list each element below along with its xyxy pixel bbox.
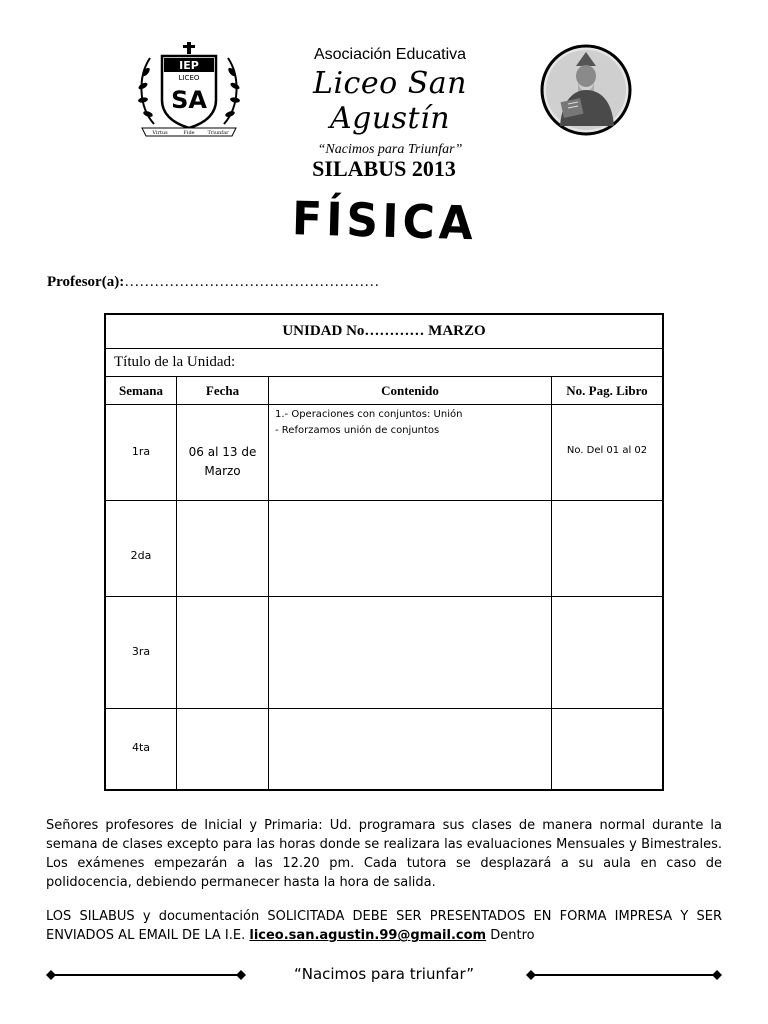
- unit-title-label: Título de la Unidad:: [114, 354, 236, 370]
- association-name: Asociación Educativa: [313, 46, 467, 63]
- content-cell: [269, 405, 552, 500]
- letterhead: [130, 40, 640, 157]
- subject-title: FÍSICA: [290, 192, 478, 251]
- saint-portrait-image: [540, 44, 632, 136]
- week-label: 1ra: [131, 445, 151, 458]
- teacher-line: [47, 274, 379, 291]
- week-label: 2da: [130, 549, 152, 562]
- school-crest-logo: [134, 42, 244, 138]
- week-cell: [106, 597, 177, 708]
- svg-text:Triunfar: Triunfar: [207, 130, 229, 136]
- date-cell: [177, 597, 269, 708]
- content-cell: [269, 597, 552, 708]
- date-cell: [177, 501, 269, 596]
- header-motto: “Nacimos para Triunfar”: [317, 142, 463, 157]
- unit-heading: UNIDAD No………… MARZO: [282, 323, 486, 339]
- week-cell: [106, 709, 177, 789]
- week-label: 4ta: [131, 741, 151, 754]
- pages-cell: [552, 709, 662, 789]
- content-list: [275, 407, 462, 439]
- school-heading: [260, 46, 520, 158]
- pages-cell: [552, 597, 662, 708]
- column-header-date: Fecha: [177, 377, 269, 404]
- table-row: [106, 405, 662, 501]
- content-line: - Reforzamos unión de conjuntos: [275, 425, 440, 436]
- column-header-pages: No. Pag. Libro: [566, 382, 648, 398]
- svg-text:LICEO: LICEO: [178, 74, 200, 82]
- svg-text:Fide: Fide: [183, 130, 195, 136]
- svg-text:IEP: IEP: [179, 59, 199, 72]
- svg-text:SA: SA: [171, 86, 207, 114]
- table-row: [106, 597, 662, 709]
- content-line: 1.- Operaciones con conjuntos: Unión: [275, 409, 463, 420]
- week-label: 3ra: [131, 645, 151, 658]
- column-header-content: Contenido: [269, 377, 552, 404]
- email-link[interactable]: liceo.san.agustin.99@gmail.com: [249, 928, 487, 943]
- unit-title-row: [106, 349, 662, 377]
- teacher-label: Profesor(a):: [47, 274, 125, 290]
- submission-paragraph: [46, 907, 722, 945]
- date-cell: [177, 709, 269, 789]
- unit-heading-row: [106, 315, 662, 349]
- week-cell: [106, 405, 177, 500]
- pages-cell: [552, 501, 662, 596]
- teacher-blank: ……………………………………………: [124, 274, 380, 290]
- svg-text:Virtus: Virtus: [152, 130, 168, 136]
- submission-text-end: Dentro: [490, 928, 535, 943]
- content-cell: [269, 501, 552, 596]
- column-header-week: Semana: [106, 377, 177, 404]
- notes-paragraph: Señores profesores de Inicial y Primaria: Ud. programara sus clases de manera normal durante la semana de clases excepto para las horas donde se realizara las evaluaciones Mensuales y Bimestrales. Los exámenes empezarán a las 12.20 pm. Cada tutora se desplazará a su aula en caso de polidocencia, debiendo permanecer hasta la hora de salida.: [46, 818, 722, 890]
- subject-wordart: [0, 192, 768, 251]
- pages-cell: [552, 405, 662, 500]
- table-header-row: [106, 377, 662, 405]
- week-cell: [106, 501, 177, 596]
- school-name: Liceo San Agustín: [313, 66, 467, 136]
- table-row: [106, 709, 662, 789]
- content-cell: [269, 709, 552, 789]
- syllabus-table: [104, 313, 664, 791]
- footer: [46, 962, 722, 988]
- date-cell: [177, 405, 269, 500]
- document-title: SILABUS 2013: [312, 156, 456, 181]
- date-label: 06 al 13 de Marzo: [188, 445, 257, 478]
- submission-text: LOS SILABUS y documentación SOLICITADA DEBE SER PRESENTADOS EN FORMA IMPRESA Y SER ENVIADOS AL EMAIL DE LA I.E.: [46, 909, 722, 943]
- pages-label: No. Del 01 al 02: [566, 445, 648, 456]
- footer-motto: “Nacimos para triunfar”: [293, 965, 475, 983]
- table-row: [106, 501, 662, 597]
